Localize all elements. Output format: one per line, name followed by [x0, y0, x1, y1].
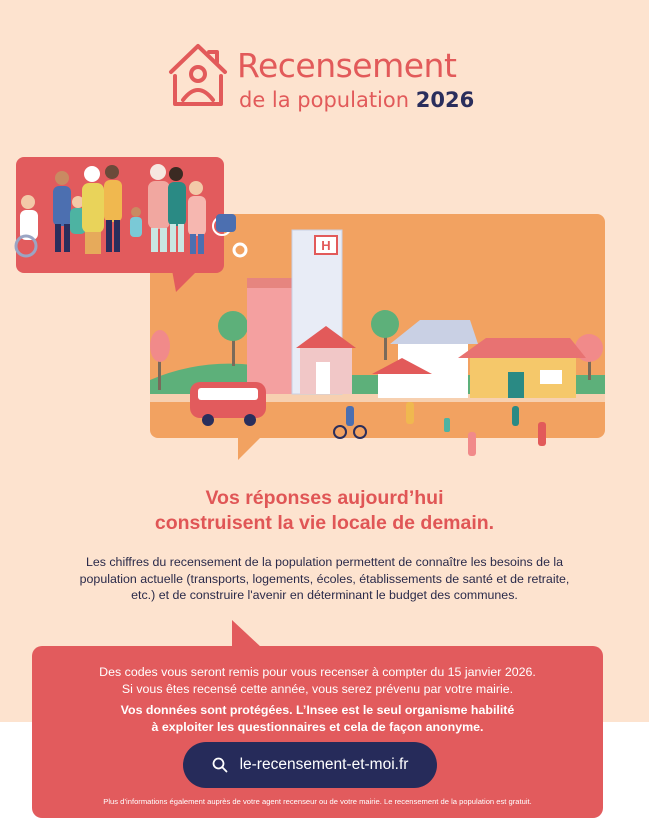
headline-line1: Vos réponses aujourd’hui	[205, 487, 444, 509]
headline	[60, 486, 589, 536]
intro-line3: etc.) et de construire l'avenir en déterminant le budget des communes.	[131, 588, 518, 602]
info-line3: Vos données sont protégées. L’Insee est le seul organisme habilité	[120, 703, 515, 717]
info-line1: Des codes vous seront remis pour vous recenser à compter du 15 janvier 2026.	[99, 665, 536, 679]
town-illustration	[0, 150, 649, 480]
title-main: Recensement	[237, 46, 457, 85]
info-privacy-text	[32, 702, 603, 736]
house-person-icon	[165, 38, 231, 110]
info-box	[32, 646, 603, 818]
intro-line2: population actuelle (transports, logements, écoles, établissements de santé et de retraite,	[79, 571, 570, 586]
title-sub	[239, 88, 474, 112]
website-link-button[interactable]	[183, 742, 437, 788]
intro-text	[50, 554, 599, 604]
info-codes-text	[32, 664, 603, 698]
info-footnote: Plus d’informations également auprès de votre agent recenseur ou de votre mairie. Le recensement de la population est gratuit.	[103, 797, 532, 806]
info-line2: Si vous êtes recensé cette année, vous serez prévenu par votre mairie.	[121, 682, 514, 696]
hospital-sign: H	[321, 238, 331, 253]
website-link-label: le-recensement-et-moi.fr	[239, 756, 409, 773]
title-year: 2026	[415, 88, 475, 112]
people-speech-bubble	[16, 157, 246, 292]
intro-line1: Les chiffres du recensement de la population permettent de connaître les besoins de la	[85, 555, 564, 569]
logo	[165, 38, 495, 118]
search-icon	[212, 757, 228, 773]
info-line4: à exploiter les questionnaires et cela de façon anonyme.	[151, 720, 484, 734]
headline-line2: construisent la vie locale de demain.	[154, 512, 495, 534]
title-sub-text: de la population	[239, 88, 410, 112]
